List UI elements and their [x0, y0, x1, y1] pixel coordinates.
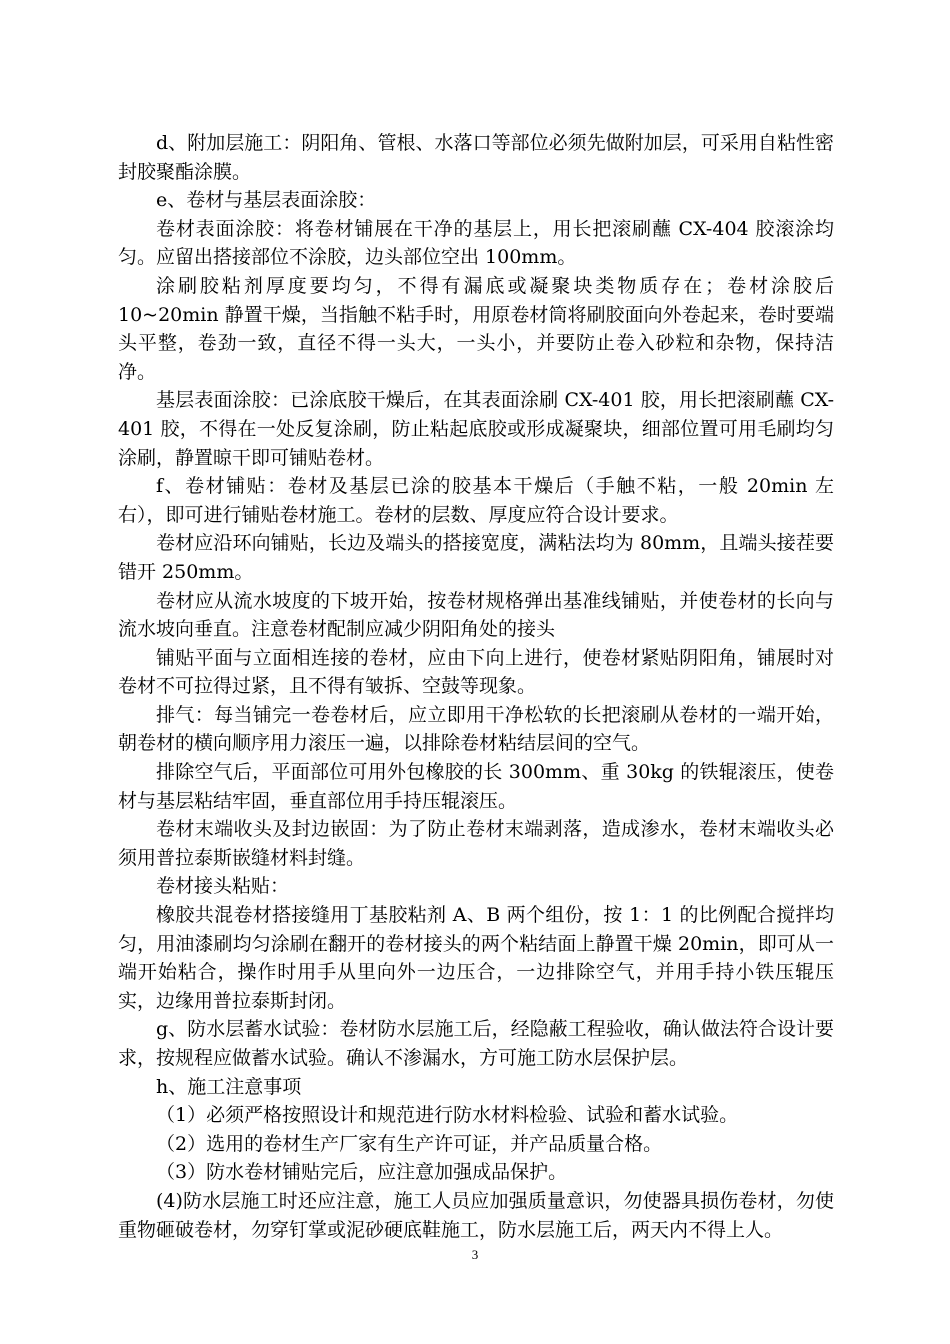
- paragraph-plane-facade: 铺贴平面与立面相连接的卷材，应由下向上进行，使卷材紧贴阴阳角，铺展时对卷材不可拉得过紧，且不得有皱拆、空鼓等现象。: [118, 646, 834, 698]
- paragraph-note-4: (4)防水层施工时还应注意，施工人员应加强质量意识，勿使器具损伤卷材，勿使重物砸破卷材，勿穿钉掌或泥砂硬底鞋施工，防水层施工后，两天内不得上人。: [118, 1189, 834, 1241]
- paragraph-end-sealing: 卷材末端收头及封边嵌固：为了防止卷材末端剥落，造成渗水，卷材末端收头必须用普拉泰斯嵌缝材料封缝。: [118, 818, 834, 869]
- paragraph-membrane-surface-glue: 卷材表面涂胶：将卷材铺展在干净的基层上，用长把滚刷蘸 CX-404 胶滚涂均匀。应留出搭接部位不涂胶，边头部位空出 100mm。: [118, 217, 834, 269]
- paragraph-g-water-test: g、防水层蓄水试验：卷材防水层施工后，经隐蔽工程验收，确认做法符合设计要求，按规程应做蓄水试验。确认不渗漏水，方可施工防水层保护层。: [118, 1018, 834, 1069]
- page-number: 3: [471, 1247, 479, 1262]
- paragraph-joint-bonding-heading: 卷材接头粘贴：: [156, 875, 290, 898]
- paragraph-glue-thickness: 涂刷胶粘剂厚度要均匀，不得有漏底或凝聚块类物质存在；卷材涂胶后 10~20min 静置干燥，当指触不粘手时，用原卷材筒将刷胶面向外卷起来，卷时要端头平整，卷劲一致，直径不得一头大，一头小，并要防止卷入砂粒和杂物，保持洁净。: [118, 274, 834, 383]
- paragraph-h-notes-heading: h、施工注意事项: [156, 1075, 302, 1098]
- paragraph-note-1: （1）必须严格按照设计和规范进行防水材料检验、试验和蓄水试验。: [156, 1104, 739, 1127]
- paragraph-note-3: （3）防水卷材铺贴完后，应注意加强成品保护。: [156, 1161, 568, 1184]
- paragraph-base-surface-glue: 基层表面涂胶：已涂底胶干燥后，在其表面涂刷 CX-401 胶，用长把滚刷蘸 CX-401 胶，不得在一处反复涂刷，防止粘起底胶或形成凝聚块，细部位置可用毛刷均匀涂刷，静置晾干即可铺贴卷材。: [118, 389, 834, 469]
- paragraph-roller-press: 排除空气后，平面部位可用外包橡胶的长 300mm、重 30kg 的铁辊滚压，使卷材与基层粘结牢固，垂直部位用手持压辊滚压。: [118, 761, 834, 812]
- paragraph-note-2: （2）选用的卷材生产厂家有生产许可证，并产品质量合格。: [156, 1132, 663, 1155]
- paragraph-slope-start: 卷材应从流水坡度的下坡开始，按卷材规格弹出基准线铺贴，并使卷材的长向与流水坡向垂直。注意卷材配制应减少阴阳角处的接头: [118, 589, 834, 641]
- paragraph-f-membrane-laying: f、卷材铺贴：卷材及基层已涂的胶基本干燥后（手触不粘，一般 20min 左右），即可进行铺贴卷材施工。卷材的层数、厚度应符合设计要求。: [118, 475, 834, 526]
- paragraph-joint-bonding: 橡胶共混卷材搭接缝用丁基胶粘剂 A、B 两个组份，按 1：1 的比例配合搅拌均匀，用油漆刷均匀涂刷在翻开的卷材接头的两个粘结面上静置干燥 20min，即可从一端开始粘合，操作时用手从里向外一边压合，一边排除空气，并用手持小铁压辊压实，边缘用普拉泰斯封闭。: [118, 904, 834, 1012]
- paragraph-e-heading: e、卷材与基层表面涂胶：: [156, 189, 377, 212]
- paragraph-d-additional-layer: d、附加层施工：阴阳角、管根、水落口等部位必须先做附加层，可采用自粘性密封胶聚酯涂膜。: [118, 132, 834, 183]
- paragraph-laying-direction: 卷材应沿环向铺贴，长边及端头的搭接宽度，满粘法均为 80mm，且端头接茬要错开 250mm。: [118, 532, 834, 583]
- paragraph-air-removal: 排气：每当铺完一卷卷材后，应立即用干净松软的长把滚刷从卷材的一端开始，朝卷材的横向顺序用力滚压一遍，以排除卷材粘结层间的空气。: [118, 703, 834, 755]
- document-body: [118, 129, 834, 1244]
